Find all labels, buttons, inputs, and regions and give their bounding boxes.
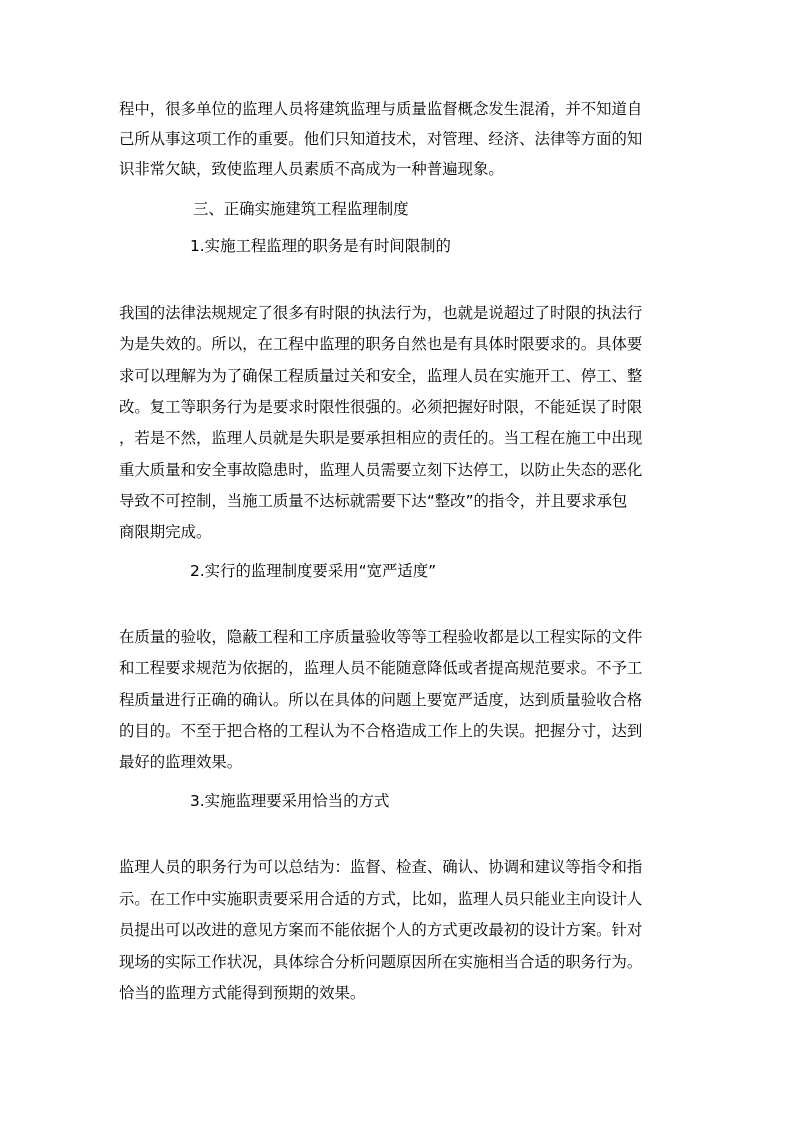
paragraph-line: 示。在工作中实施职责要采用合适的方式，比如，监理人员只能业主向设计人 — [119, 890, 643, 908]
subsection-heading-2: 2.实行的监理制度要采用“宽严适度” — [190, 562, 437, 580]
paragraph-line: 现场的实际工作状况，具体综合分析问题原因所在实施相当合适的职务行为。 — [119, 953, 643, 971]
paragraph-line: 在质量的验收，隐蔽工程和工序质量验收等等工程验收都是以工程实际的文件 — [119, 628, 643, 646]
paragraph-line: 我国的法律法规规定了很多有时限的执法行为，也就是说超过了时限的执法行 — [119, 304, 643, 322]
paragraph-line: ，若是不然，监理人员就是失职是要承担相应的责任的。当工程在施工中出现 — [119, 429, 643, 447]
paragraph-line: 导致不可控制，当施工质量不达标就需要下达“整改”的指令，并且要求承包 — [119, 492, 628, 510]
paragraph-line: 己所从事这项工作的重要。他们只知道技术，对管理、经济、法律等方面的知 — [119, 130, 643, 148]
subsection-heading-1: 1.实施工程监理的职务是有时间限制的 — [190, 237, 451, 255]
paragraph-line: 的目的。不至于把合格的工程认为不合格造成工作上的失误。把握分寸，达到 — [119, 722, 643, 740]
paragraph-line: 识非常欠缺，致使监理人员素质不高成为一种普遍现象。 — [119, 160, 504, 178]
paragraph-line: 程质量进行正确的确认。所以在具体的问题上要宽严适度，达到质量验收合格 — [119, 691, 643, 709]
paragraph-line: 商限期完成。 — [119, 523, 212, 541]
paragraph-line: 改。复工等职务行为是要求时限性很强的。必须把握好时限，不能延误了时限 — [119, 398, 643, 416]
paragraph-line: 求可以理解为为了确保工程质量过关和安全，监理人员在实施开工、停工、整 — [119, 367, 643, 385]
paragraph-line: 员提出可以改进的意见方案而不能依据个人的方式更改最初的设计方案。针对 — [119, 921, 643, 939]
paragraph-line: 监理人员的职务行为可以总结为：监督、检查、确认、协调和建议等指令和指 — [119, 858, 643, 876]
paragraph-line: 为是失效的。所以，在工程中监理的职务自然也是有具体时限要求的。具体要 — [119, 335, 643, 353]
paragraph-line: 重大质量和安全事故隐患时，监理人员需要立刻下达停工，以防止失态的恶化 — [119, 461, 643, 479]
paragraph-line: 程中，很多单位的监理人员将建筑监理与质量监督概念发生混淆，并不知道自 — [119, 100, 643, 118]
section-heading: 三、正确实施建筑工程监理制度 — [193, 200, 409, 218]
paragraph-line: 和工程要求规范为依据的，监理人员不能随意降低或者提高规范要求。不予工 — [119, 659, 643, 677]
paragraph-line: 最好的监理效果。 — [119, 753, 243, 771]
paragraph-line: 恰当的监理方式能得到预期的效果。 — [119, 984, 366, 1002]
subsection-heading-3: 3.实施监理要采用恰当的方式 — [190, 792, 390, 810]
